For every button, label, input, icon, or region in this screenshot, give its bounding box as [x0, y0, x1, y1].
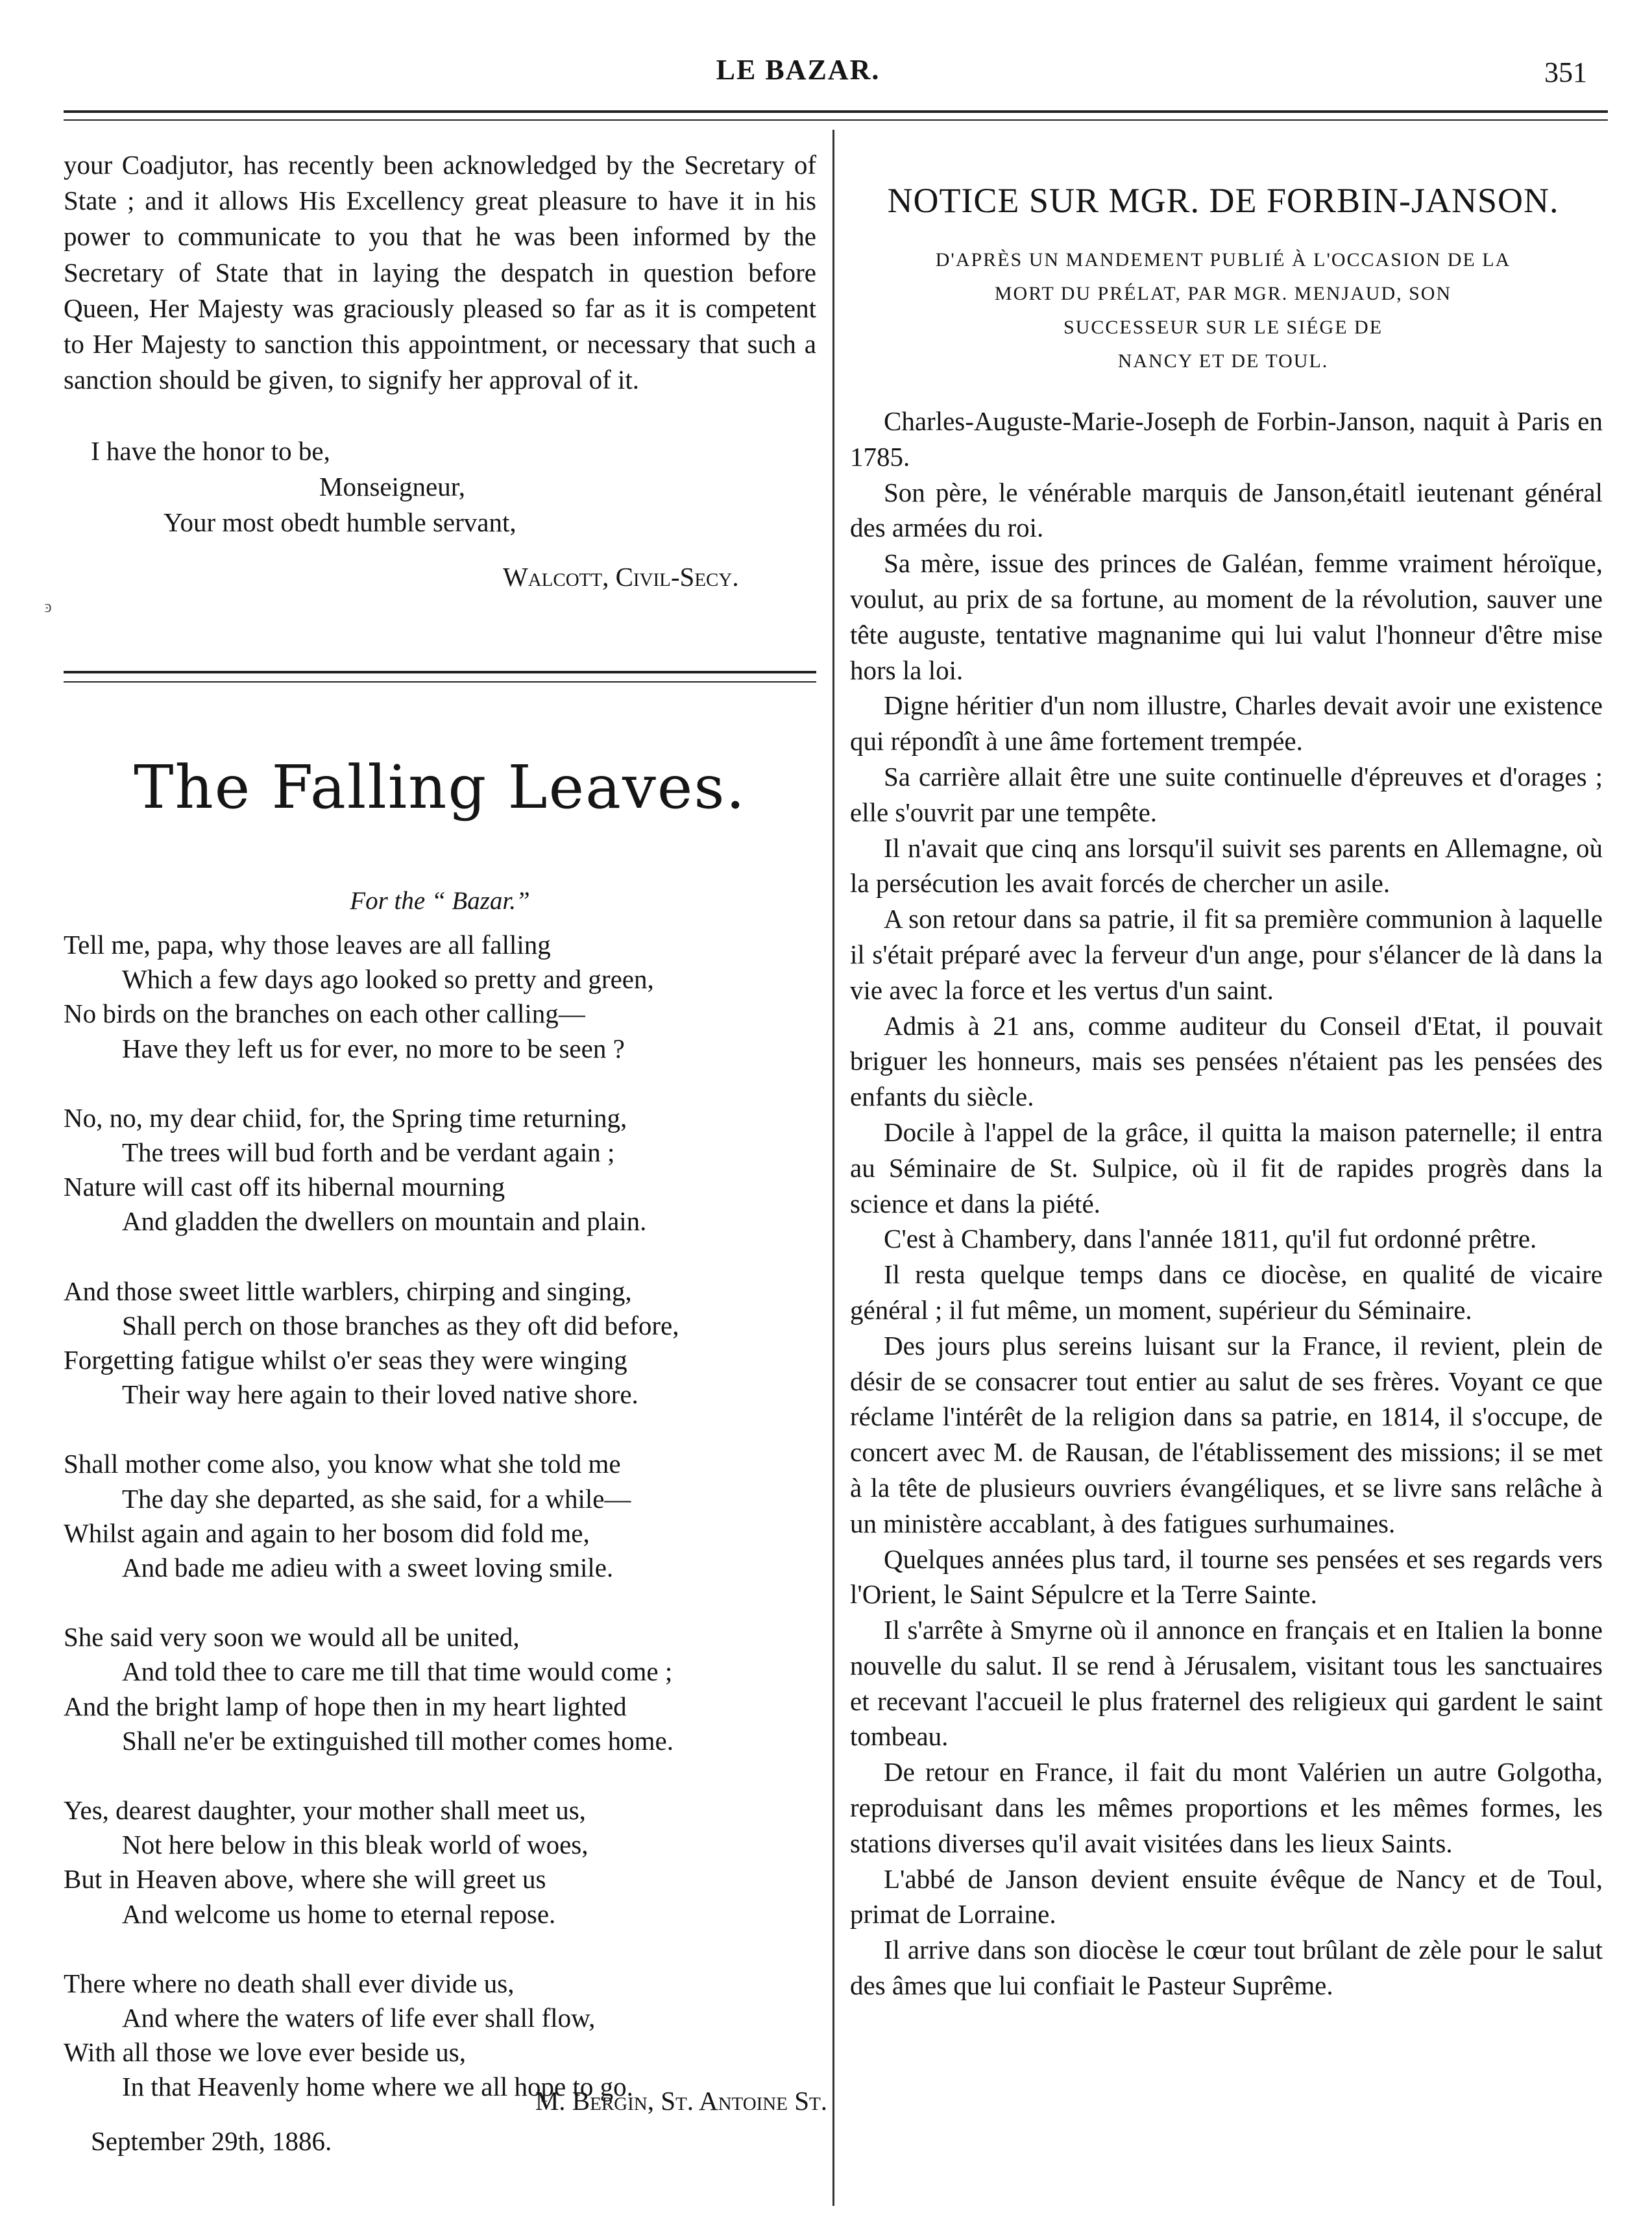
notice-subtitle-line: D'APRÈS UN MANDEMENT PUBLIÉ À L'OCCASION DE LA	[935, 249, 1511, 271]
letter-body-text: your Coadjutor, has recently been acknowledged by the Secretary of State ; and it allows His Excellency great pleasure to have it in his power to communicate to you that he was been informed by the Secretary of State that in laying the despatch in question before Queen, Her Majesty was graciously pleased so far as it is competent to Her Majesty to sanction this appointment, or necessary that such a sanction should be given, to signify her approval of it.	[64, 150, 816, 395]
stanza	[64, 1620, 829, 1758]
stray-mark: ͽ	[44, 597, 52, 616]
section-rule-top	[64, 671, 816, 673]
poem-line: No, no, my dear chiid, for, the Spring time returning,	[64, 1102, 627, 1133]
stanza	[64, 1967, 829, 2105]
poem-line: The day she departed, as she said, for a while—	[122, 1483, 631, 1514]
paragraph: Docile à l'appel de la grâce, il quitta la maison paternelle; il entra au Séminaire de St. Sulpice, où il fit de rapides progrès dans la science et dans la piété.	[850, 1117, 1603, 1218]
paragraph: A son retour dans sa patrie, il fit sa première communion à laquelle il s'était préparé avec la ferveur d'un ange, pour s'élancer de là dans la vie avec la force et les vertus d'un saint.	[850, 904, 1603, 1005]
paragraph: Quelques années plus tard, il tourne ses pensées et ses regards vers l'Orient, le Saint Sépulcre et la Terre Sainte.	[850, 1543, 1603, 1610]
paragraph: Des jours plus sereins luisant sur la France, il revient, plein de désir de se consacrer tout entier au salut de ses frères. Voyant ce que réclame l'intérêt de la religion dans sa patrie, en 1814, il s'occupe, de concert avec M. de Rausan, de l'établissement des missions; il se met à la tête de plusieurs ouvriers évangéliques, et se livre sans relâche à un ministère accablant, à des fatigues surhumaines.	[850, 1330, 1603, 1538]
notice-subtitle-line: SUCCESSEUR SUR LE SIÉGE DE	[1063, 317, 1383, 338]
poem-line: No birds on the branches on each other calling—	[64, 999, 585, 1029]
poem-line: And gladden the dwellers on mountain and plain.	[122, 1206, 647, 1237]
notice-subtitle	[844, 243, 1603, 378]
poem-line: And where the waters of life ever shall flow,	[122, 2003, 596, 2033]
letter-complimentary-close: Your most obedt humble servant,	[164, 507, 516, 537]
poem-line: And told thee to care me till that time would come ;	[122, 1656, 673, 1687]
paragraph: Il resta quelque temps dans ce diocèse, en qualité de vicaire général ; il fut même, un moment, supérieur du Séminaire.	[850, 1259, 1603, 1325]
poem-line: With all those we love ever beside us,	[64, 2037, 467, 2068]
poem-line: And bade me adieu with a sweet loving smile.	[122, 1553, 614, 1583]
stanza	[64, 1447, 829, 1585]
poem-line: And those sweet little warblers, chirping and singing,	[64, 1276, 632, 1306]
poem-title: The Falling Leaves.	[134, 753, 746, 822]
stanza	[64, 928, 829, 1066]
poem-line: Which a few days ago looked so pretty and green,	[122, 964, 654, 995]
poem-line: Shall mother come also, you know what she told me	[64, 1449, 621, 1479]
paragraph: Sa carrière allait être une suite continuelle d'épreuves et d'orages ; elle s'ouvrit par une tempête.	[850, 761, 1603, 827]
paragraph: De retour en France, il fait du mont Valérien un autre Golgotha, reproduisant dans les mêmes proportions et les mêmes formes, les stations diverses qu'il avait visitées dans les lieux Saints.	[850, 1757, 1603, 1858]
paragraph: Digne héritier d'un nom illustre, Charles devait avoir une existence qui répondît à une âme fortement trempée.	[850, 690, 1603, 756]
poem-line: Have they left us for ever, no more to be seen ?	[122, 1033, 625, 1063]
poem-line: She said very soon we would all be united,	[64, 1622, 520, 1652]
paragraph: Admis à 21 ans, comme auditeur du Conseil d'Etat, il pouvait briguer les honneurs, mais ses pensées n'étaient pas les pensées des enfants du siècle.	[850, 1010, 1603, 1112]
poem-line: Forgetting fatigue whilst o'er seas they were winging	[64, 1345, 627, 1375]
paragraph: Il s'arrête à Smyrne où il annonce en français et en Italien la bonne nouvelle du salut. Il se rend à Jérusalem, visitant tous les sanctuaires et recevant l'accueil le plus fraternel des religieux qui gardent le saint tombeau.	[850, 1615, 1603, 1752]
notice-subtitle-line: MORT DU PRÉLAT, PAR MGR. MENJAUD, SON	[994, 283, 1452, 304]
stanza	[64, 1274, 829, 1412]
paragraph: C'est à Chambery, dans l'année 1811, qu'il fut ordonné prêtre.	[884, 1224, 1537, 1254]
notice-body	[850, 404, 1603, 2003]
poem-line: Tell me, papa, why those leaves are all falling	[64, 930, 551, 960]
paragraph: Sa mère, issue des princes de Galéan, femme vraiment héroïque, voulut, au prix de sa fortune, au moment de la révolution, sauver une tête auguste, tentative magnanime qui lui valut l'honneur d'être mise hors la loi.	[850, 548, 1603, 685]
stanza	[64, 1101, 829, 1239]
masthead: LE BAZAR.	[716, 54, 881, 86]
poem-line: In that Heavenly home where we all hope to go.	[122, 2072, 633, 2102]
page-number: 351	[1544, 56, 1587, 88]
poem-line: Shall perch on those branches as they oft did before,	[122, 1310, 679, 1340]
notice-title: NOTICE SUR MGR. DE FORBIN-JANSON.	[887, 181, 1559, 220]
poem-line: Not here below in this bleak world of woes,	[122, 1830, 589, 1860]
poem-line: Shall ne'er be extinguished till mother comes home.	[122, 1725, 674, 1756]
letter-continuation	[64, 147, 816, 398]
paragraph: Son père, le vénérable marquis de Janson,étaitl ieutenant général des armées du roi.	[850, 477, 1603, 543]
poem-line: But in Heaven above, where she will greet us	[64, 1864, 546, 1894]
poem-line: Yes, dearest daughter, your mother shall meet us,	[64, 1795, 586, 1826]
running-head	[0, 53, 1652, 105]
poem-line: And welcome us home to eternal repose.	[122, 1898, 556, 1929]
paragraph: L'abbé de Janson devient ensuite évêque de Nancy et de Toul, primat de Lorraine.	[850, 1863, 1603, 1930]
poem-line: Their way here again to their loved native shore.	[122, 1379, 638, 1410]
paragraph: Il arrive dans son diocèse le cœur tout brûlant de zèle pour le salut des âmes que lui confiait le Pasteur Suprême.	[850, 1935, 1603, 2001]
letter-salutation: Monseigneur,	[319, 472, 465, 502]
stanza	[64, 1793, 829, 1931]
section-rule-bottom	[64, 681, 816, 683]
column-divider	[832, 130, 834, 2206]
poem-author: M. Bergin, St. Antoine St.	[535, 2086, 827, 2116]
poem-line: The trees will bud forth and be verdant again ;	[122, 1137, 615, 1168]
notice-subtitle-line: NANCY ET DE TOUL.	[1117, 350, 1329, 372]
poem-line: Nature will cast off its hibernal mourning	[64, 1172, 505, 1202]
paragraph: Charles-Auguste-Marie-Joseph de Forbin-Janson, naquit à Paris en 1785.	[850, 406, 1603, 472]
header-rule-bottom	[64, 119, 1608, 121]
poem-date: September 29th, 1886.	[91, 2126, 332, 2156]
poem-body	[64, 928, 829, 2140]
poem-line: And the bright lamp of hope then in my heart lighted	[64, 1691, 627, 1721]
poem-subtitle: For the “ Bazar.”	[350, 887, 530, 915]
paragraph: Il n'avait que cinq ans lorsqu'il suivit ses parents en Allemagne, où la persécution les avait forcés de chercher un asile.	[850, 832, 1603, 899]
letter-signature: Walcott, Civil-Secy.	[503, 562, 739, 592]
poem-line: There where no death shall ever divide us,	[64, 1968, 515, 1998]
poem-line: Whilst again and again to her bosom did fold me,	[64, 1518, 590, 1548]
header-rule-top	[64, 110, 1608, 113]
letter-closing-line: I have the honor to be,	[91, 436, 330, 466]
